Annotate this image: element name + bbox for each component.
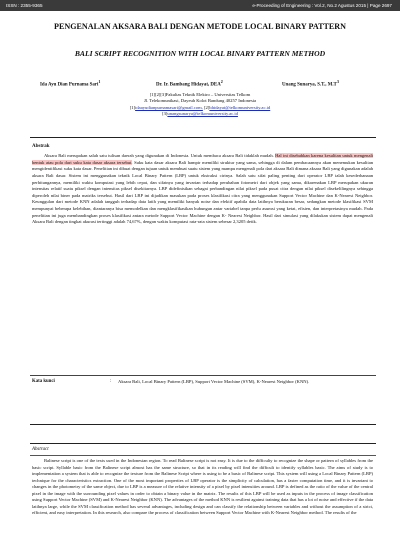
email-link-3[interactable]: unangsunarya@telkomuniversity.ac.id xyxy=(167,111,238,117)
abstract-body: Balinese script is one of the texts used in the Indonesian region. To read Balinese script is not easy. It is due to the difficulty to recognize the shape or pattern of syllables from the basic script. Syllable basic from the Balinese script almost has the same structure, so that in its reading will find the difficult to identify syllables basic. The aims of study is to implementation a system that is able to recognize the texture from the Balinese Script where is using to be a basic of Balinese script. This system will using a Local Binary Pattern (LBP) technique for the characteristics extraction. One of the most important properties of LBP operator is the simplicity of calculation, has a faster computation time, and it is invariant to changes in the photometry of the same object, due to LBP is a measure of the relative intensity of a pixel by pixel intensities around. LBP is defined as the ratio of the value of the central pixel in the image with the surrounding pixel values in order to obtain a binary value in the matrix. The results of this LBP will be used as inputs in the process of image classification using Support Vector Machine (SVM) and K-Nearest Neighbor (KNN). The advantages of the method KNN is resilient against training data that has a lot of noise and effective if the data latihnya large, while the SVM classification method has several advantages, including design and can classify the relationship between variables and without the assumption of a strict, efficient, and easy interpretation. In this research, also compare the process of classification between Support Vector Machine with K-Nearest Neighbor method. The results of the xyxy=(32,458,373,516)
abstract-en-section xyxy=(30,443,376,551)
issn-label: ISSN : 2355-9365 xyxy=(6,3,43,8)
author-1: Ida Ayu Dian Purnama Sari$^1$ xyxy=(40,79,101,88)
paper-title-english: BALI SCRIPT RECOGNITION WITH LOCAL BINARY PATTERN METHOD xyxy=(74,49,326,58)
paper-title: PENGENALAN AKSARA BALI DENGAN METODE LOCAL BINARY PATTERN xyxy=(54,22,346,31)
journal-info: e-Proceeding of Engineering : Vol.2, No.2 Agustus 2015 | Page 2697 xyxy=(252,3,392,8)
email-link-2[interactable]: bhidayat@telkomuniversity.ac.id xyxy=(209,104,271,110)
affiliation-address: Jl. Telekomunikasi, Dayeuh Kolot Bandung 40257 Indonesia xyxy=(143,98,257,104)
abstract-heading: Abstract xyxy=(32,447,49,452)
affiliation-dept: [1][2][3]Fakultas Teknik Elektro – Universitas Telkom xyxy=(149,92,251,97)
author-3: Unang Sunarya, S.T., $M.T^3$ xyxy=(282,79,339,88)
abstrak-heading: Abstrak xyxy=(32,144,50,149)
abstrak-section xyxy=(30,137,376,425)
journal-header-band xyxy=(0,0,400,11)
affiliation-block xyxy=(30,92,370,118)
email-line-2: [3]unangsunarya@telkomuniversity.ac.id xyxy=(162,111,238,117)
keywords-colon: : xyxy=(110,379,112,384)
keywords-text: Aksara Bali, Local Binary Pattern (LBP), Support Vector Machine (SVM), K-Nearest Neighbor (KNN). xyxy=(118,379,310,384)
email-link-1[interactable]: idaayudianpurnamasari@gmail.com, xyxy=(135,104,203,110)
email-line-1: [1]idaayudianpurnamasari@gmail.com, [2]bhidayat@telkomuniversity.ac.id xyxy=(129,104,271,110)
keywords-divider xyxy=(30,375,376,376)
keywords-label: Kata kunci xyxy=(32,379,55,384)
highlighted-sentence: Hal ini disebabkan karena kesulitan untuk mengenali bentuk atau pola dari suku kata dasar aksara tersebut. xyxy=(32,153,373,165)
abstrak-body: Aksara Bali merupakan salah satu tulisan daerah yang digunakan di Indonesia. Untuk membaca aksara Bali tidaklah mudah. Hal ini disebabkan karena kesulitan untuk mengenali bentuk atau pola dari suku kata dasar aksara tersebut. Suku kata dasar aksara Bali hampir memiliki struktur yang sama, sehingga di dalam pembacaannya akan menemukan kesulitan mengidentifikasi suku kata dasar. Penelitian ini dibuat dengan tujuan untuk membuat suatu sistem yang mampu mengenali pola dari aksara Bali dimana aksara Bali yang digunakan adalah aksara Bali dasar. Sistem ini menggunakan teknik Local Binary Pattern (LBP) untuk ekstraksi cirinya. Salah satu sifat paling penting dari operator LBP ialah kesederhanaan perhitungannya, memiliki waktu komputasi yang lebih cepat, dan sifatnya yang invarian terhadap perubahan fotometri dari objek yang sama, dikarenakan LBP merupakan ukuran intensitas relatif suatu piksel dengan intensitas piksel disekitarnya. LBP didefinisikan sebagai perbandingan nilai piksel pada pusat citra dengan nilai piksel disekelilingnya sehingga diperoleh nilai biner pada matriks tersebut. Hasil dari LBP ini dijadikan masukan pada proses klasifikasi citra yang menggunakan Support Vector Machine dan K-Nearest Neighbor. Keunggulan dari metode KNN adalah tangguh terhadap data latih yang memiliki banyak noise dan efektif apabila data latihnya berukuran besar, sedangkan metode klasifikasi SVM mempunyai beberapa kelebihan, diantaranya bisa memodelkan dan mengklasifikasikan hubungan antar variabel tanpa perlu asumsi yang ketat, efisien, dan interpretasinya mudah. Pada penelitian ini juga membandingkan proses klasifikasi antara metode Support Vector Machine dengan K- Nearest Neighbor. Hasil dari simulasi yang dilakukan sistem dapat mengenali Aksara Bali dengan tingkat akurasi tertinggi adalah 74,67%, dengan waktu komputasi rata-rata sistem sebesar 2,3205 detik. xyxy=(32,153,373,225)
abstract-divider xyxy=(30,455,376,456)
author-2: Dr. Ir. Bambang Hidayat, DEA$^2$ xyxy=(156,79,223,88)
